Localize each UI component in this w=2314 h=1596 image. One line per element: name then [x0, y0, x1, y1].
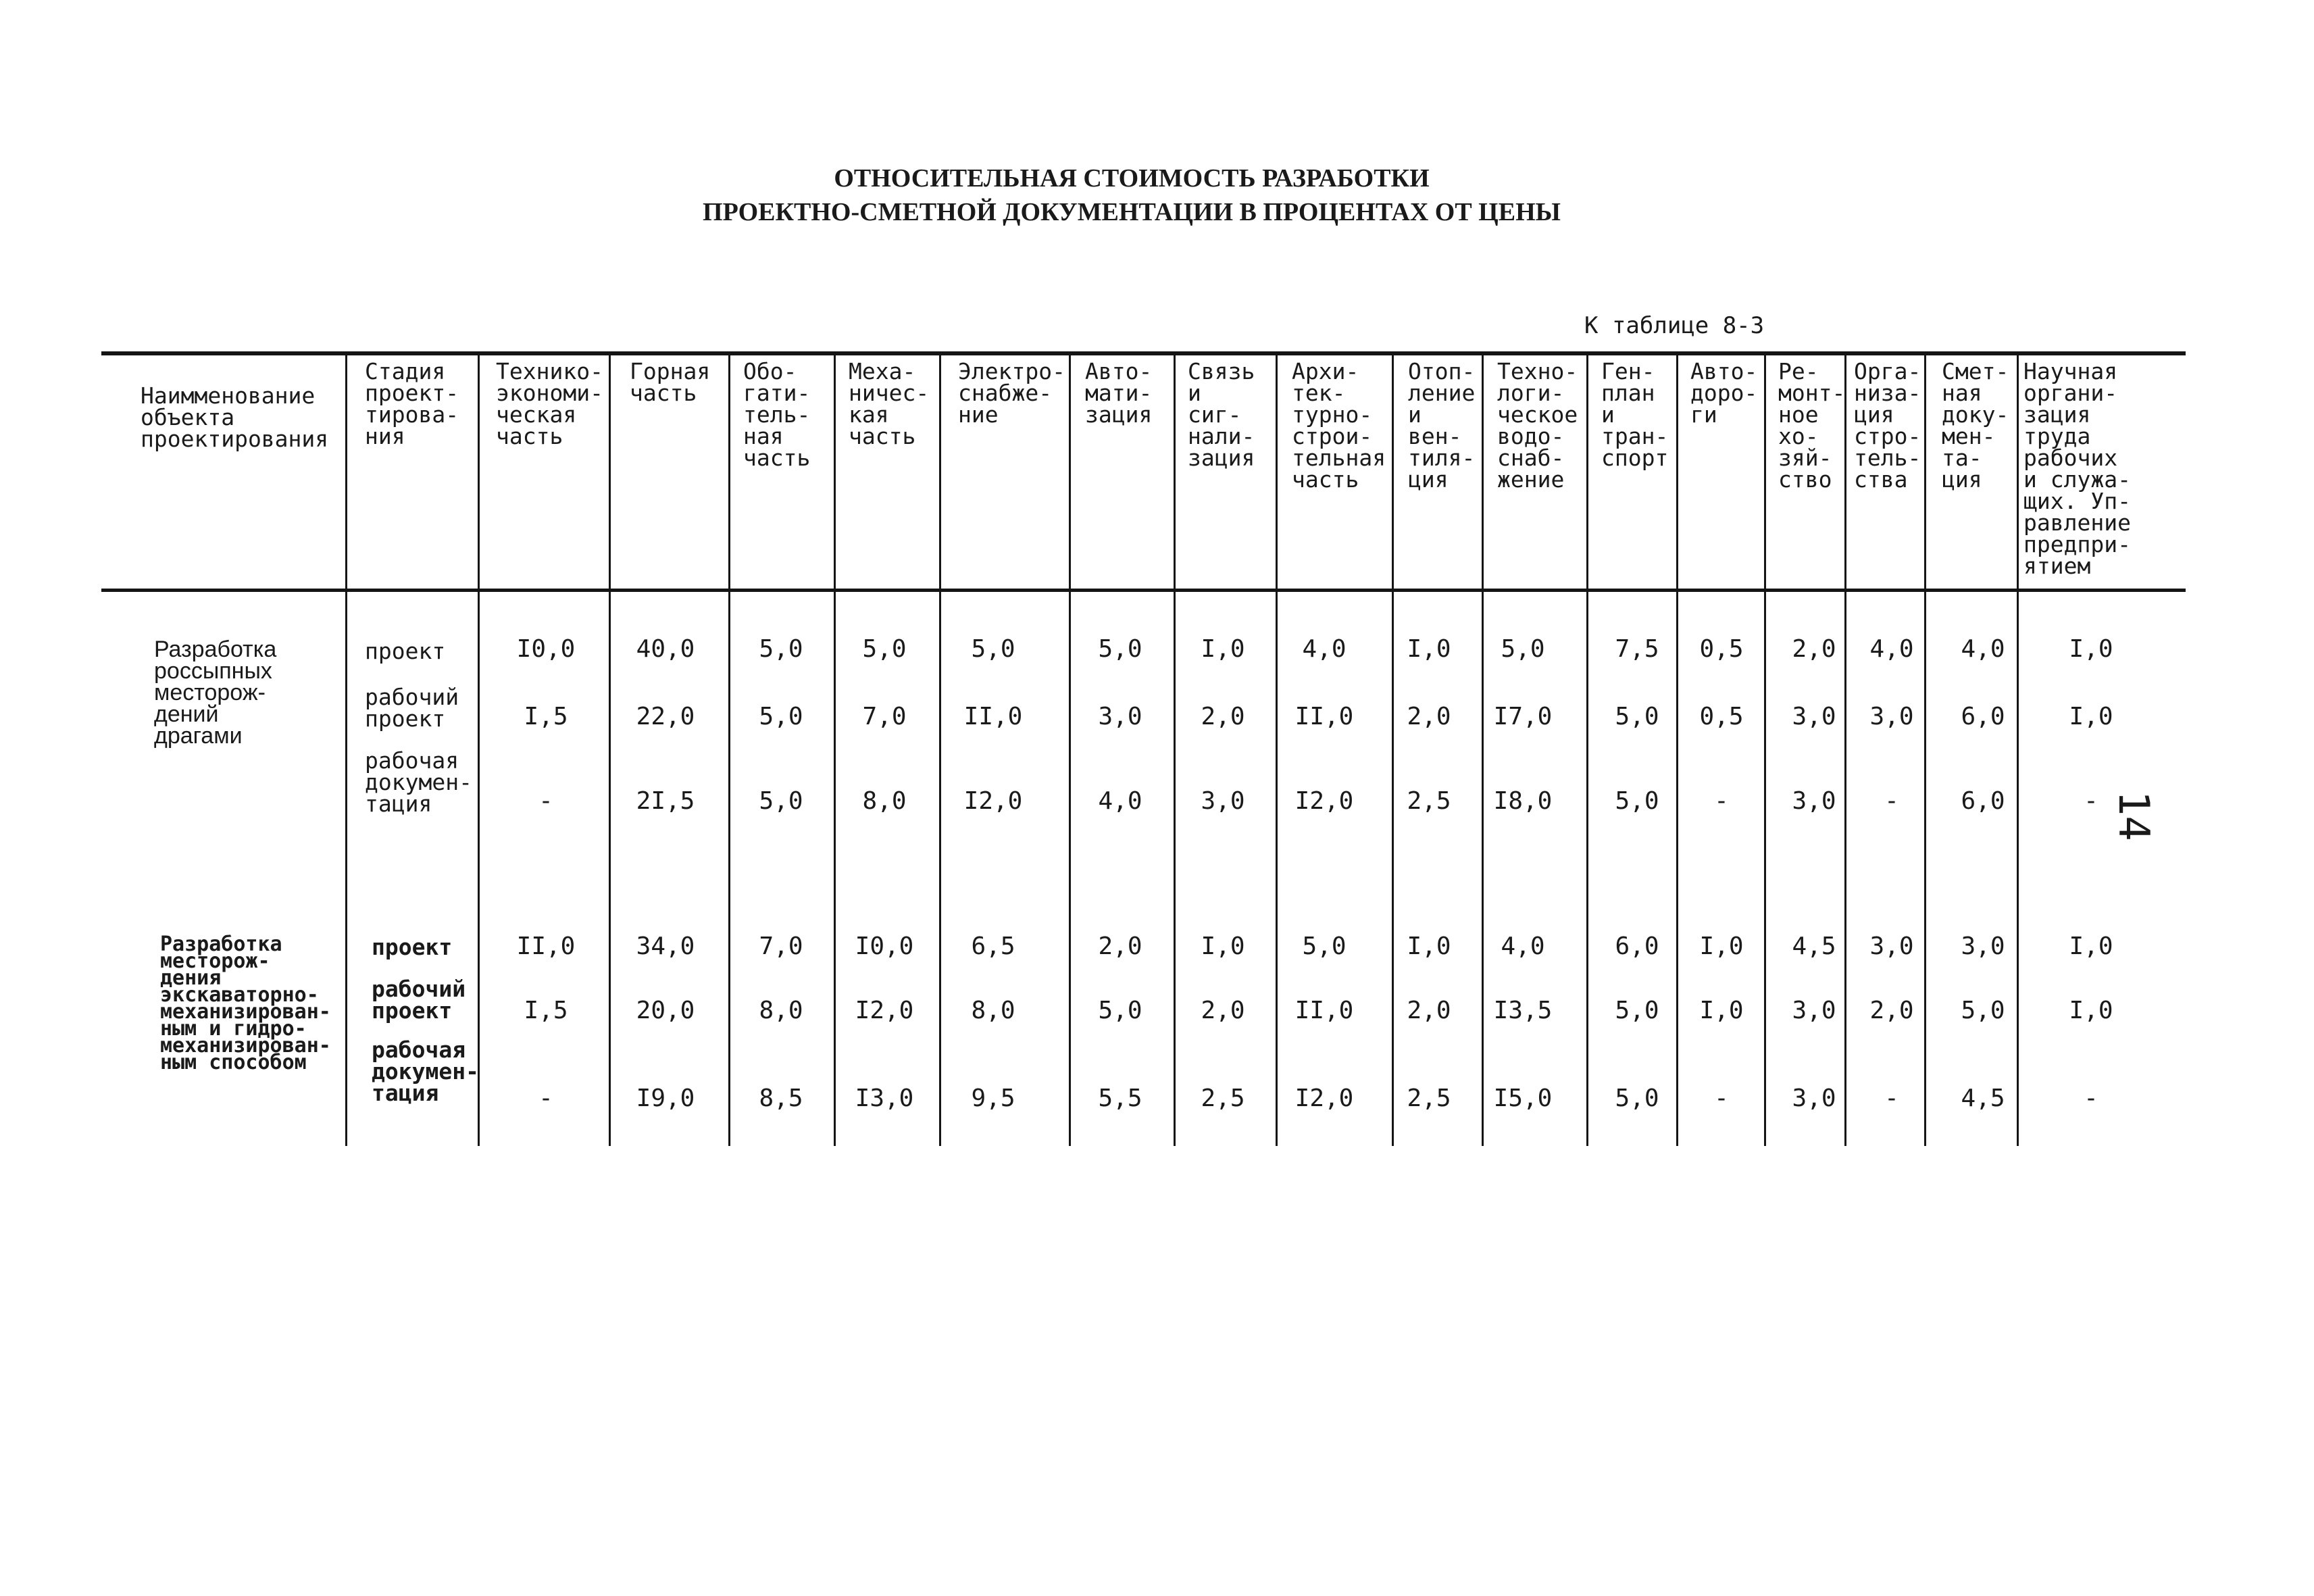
value-cell: 4,0	[1501, 932, 1545, 960]
value-cell: I2,0	[963, 787, 1023, 815]
value-cell: 3,0	[1098, 703, 1142, 730]
stage-label: проект	[365, 638, 446, 664]
value-cell: -	[2084, 787, 2098, 815]
value-cell: I,0	[1699, 997, 1744, 1024]
value-cell: 2,0	[1869, 997, 1914, 1024]
value-cell: 7,0	[759, 932, 803, 960]
column-divider	[939, 354, 941, 1146]
value-cell: 6,0	[1961, 787, 2005, 815]
value-cell: I,0	[1201, 932, 1245, 960]
value-cell: I0,0	[855, 932, 914, 960]
value-cell: I9,0	[636, 1084, 695, 1112]
value-cell: 2,5	[1407, 787, 1451, 815]
object-name: Разработка россыпных месторож- дений драгами	[154, 637, 277, 749]
value-cell: 3,0	[1792, 997, 1836, 1024]
value-cell: -	[538, 1084, 553, 1112]
value-cell: 20,0	[636, 997, 695, 1024]
column-header: Авто- мати- зация	[1085, 358, 1153, 428]
column-divider	[1174, 354, 1176, 1146]
value-cell: 5,0	[1098, 997, 1142, 1024]
value-cell: -	[1714, 1084, 1729, 1112]
column-divider	[834, 354, 836, 1146]
value-cell: 8,5	[759, 1084, 803, 1112]
column-header: Смет- ная доку- мен- та- ция	[1942, 358, 2009, 493]
header-bottom-rule	[101, 589, 2186, 592]
value-cell: I,5	[524, 997, 568, 1024]
column-divider	[478, 354, 480, 1146]
value-cell: 2,0	[1201, 703, 1245, 730]
value-cell: 2I,5	[636, 787, 695, 815]
column-header: Ре- монт- ное хо- зяй- ство	[1778, 358, 1846, 493]
object-name: Разработка месторож- дения экскаваторно- механизирован- ным и гидро- механизирован- ным способом	[160, 932, 331, 1074]
column-header: Меха- ничес- кая часть	[849, 358, 930, 449]
value-cell: 3,0	[1792, 703, 1836, 730]
column-header: Научная органи- зация труда рабочих и служа- щих. Уп- равление предпри- ятием	[2023, 358, 2131, 579]
value-cell: I5,0	[1493, 1084, 1553, 1112]
value-cell: 5,0	[1615, 787, 1659, 815]
stage-label: проект	[372, 934, 453, 960]
value-cell: 4,0	[1961, 635, 2005, 663]
value-cell: -	[1714, 787, 1729, 815]
value-cell: 2,0	[1407, 703, 1451, 730]
value-cell: I,0	[1407, 635, 1451, 663]
value-cell: 3,0	[1201, 787, 1245, 815]
column-divider	[728, 354, 730, 1146]
column-divider	[2017, 354, 2019, 1146]
value-cell: 5,0	[1501, 635, 1545, 663]
value-cell: 5,0	[1098, 635, 1142, 663]
value-cell: 7,0	[862, 703, 907, 730]
value-cell: I3,5	[1493, 997, 1553, 1024]
column-header: Наимменование объекта проектирования	[141, 382, 329, 452]
value-cell: I,0	[2069, 703, 2113, 730]
column-header: Отоп- ление и вен- тиля- ция	[1408, 358, 1476, 493]
column-header: Авто- доро- ги	[1690, 358, 1758, 428]
value-cell: 5,0	[971, 635, 1015, 663]
value-cell: 2,5	[1201, 1084, 1245, 1112]
value-cell: 8,0	[759, 997, 803, 1024]
value-cell: 5,0	[1615, 1084, 1659, 1112]
column-header: Архи- тек- турно- строи- тельная часть	[1292, 358, 1386, 493]
page-number: 14	[2109, 791, 2159, 841]
value-cell: 3,0	[1792, 1084, 1836, 1112]
column-divider	[1069, 354, 1071, 1146]
column-divider	[1764, 354, 1766, 1146]
column-divider	[1276, 354, 1278, 1146]
value-cell: 5,0	[1615, 703, 1659, 730]
table-reference: К таблице 8-3	[1584, 312, 1765, 339]
value-cell: 4,5	[1961, 1084, 2005, 1112]
value-cell: 2,0	[1792, 635, 1836, 663]
value-cell: 7,5	[1615, 635, 1659, 663]
stage-label: рабочий проект	[365, 684, 459, 732]
value-cell: 5,0	[759, 703, 803, 730]
table-top-rule	[101, 351, 2186, 355]
column-divider	[1586, 354, 1588, 1146]
value-cell: 2,0	[1407, 997, 1451, 1024]
value-cell: I2,0	[1294, 1084, 1354, 1112]
value-cell: 2,0	[1098, 932, 1142, 960]
column-divider	[609, 354, 611, 1146]
value-cell: 6,0	[1961, 703, 2005, 730]
value-cell: 0,5	[1699, 635, 1744, 663]
value-cell: I,0	[1699, 932, 1744, 960]
column-divider	[1924, 354, 1926, 1146]
column-header: Орга- низа- ция стро- тель- ства	[1854, 358, 1921, 493]
value-cell: 4,0	[1869, 635, 1914, 663]
column-header: Техно- логи- ческое водо- снаб- жение	[1497, 358, 1578, 493]
value-cell: 34,0	[636, 932, 695, 960]
value-cell: 5,0	[759, 787, 803, 815]
value-cell: 40,0	[636, 635, 695, 663]
value-cell: II,0	[1294, 703, 1354, 730]
value-cell: I2,0	[1294, 787, 1354, 815]
value-cell: 8,0	[862, 787, 907, 815]
value-cell: 5,5	[1098, 1084, 1142, 1112]
value-cell: 3,0	[1961, 932, 2005, 960]
value-cell: 5,0	[1302, 932, 1347, 960]
value-cell: 5,0	[759, 635, 803, 663]
value-cell: I,0	[1407, 932, 1451, 960]
value-cell: 3,0	[1869, 932, 1914, 960]
column-header: Стадия проект- тирова- ния	[365, 358, 459, 449]
value-cell: I,0	[2069, 635, 2113, 663]
column-header: Обо- гати- тель- ная часть	[743, 358, 811, 471]
value-cell: 4,5	[1792, 932, 1836, 960]
value-cell: 3,0	[1869, 703, 1914, 730]
value-cell: -	[1884, 1084, 1899, 1112]
document-title-line-1: ОТНОСИТЕЛЬНАЯ СТОИМОСТЬ РАЗРАБОТКИ	[834, 164, 1430, 193]
column-header: Электро- снабже- ние	[958, 358, 1065, 428]
value-cell: 4,0	[1098, 787, 1142, 815]
column-divider	[345, 354, 347, 1146]
value-cell: -	[1884, 787, 1899, 815]
value-cell: I0,0	[516, 635, 576, 663]
value-cell: I,0	[2069, 997, 2113, 1024]
stage-label: рабочая докумен- тация	[372, 1037, 479, 1106]
value-cell: I,0	[2069, 932, 2113, 960]
value-cell: -	[538, 787, 553, 815]
column-header: Горная часть	[630, 358, 711, 406]
stage-label: рабочий проект	[372, 976, 466, 1024]
value-cell: 0,5	[1699, 703, 1744, 730]
value-cell: II,0	[1294, 997, 1354, 1024]
value-cell: I8,0	[1493, 787, 1553, 815]
column-header: Связь и сиг- нали- зация	[1188, 358, 1255, 471]
value-cell: II,0	[963, 703, 1023, 730]
value-cell: I2,0	[855, 997, 914, 1024]
value-cell: 2,0	[1201, 997, 1245, 1024]
column-divider	[1392, 354, 1394, 1146]
value-cell: I7,0	[1493, 703, 1553, 730]
value-cell: 2,5	[1407, 1084, 1451, 1112]
value-cell: -	[2084, 1084, 2098, 1112]
column-divider	[1676, 354, 1678, 1146]
column-header: Технико- экономи- ческая часть	[496, 358, 603, 449]
value-cell: 5,0	[862, 635, 907, 663]
value-cell: II,0	[516, 932, 576, 960]
value-cell: I,5	[524, 703, 568, 730]
document-title-line-2: ПРОЕКТНО-СМЕТНОЙ ДОКУМЕНТАЦИИ В ПРОЦЕНТАХ ОТ ЦЕНЫ	[703, 198, 1561, 226]
value-cell: 8,0	[971, 997, 1015, 1024]
stage-label: рабочая докумен- тация	[365, 747, 472, 817]
value-cell: I,0	[1201, 635, 1245, 663]
value-cell: I3,0	[855, 1084, 914, 1112]
value-cell: 4,0	[1302, 635, 1347, 663]
column-divider	[1482, 354, 1484, 1146]
value-cell: 9,5	[971, 1084, 1015, 1112]
value-cell: 6,5	[971, 932, 1015, 960]
value-cell: 3,0	[1792, 787, 1836, 815]
value-cell: 6,0	[1615, 932, 1659, 960]
value-cell: 5,0	[1615, 997, 1659, 1024]
column-header: Ген- план и тран- спорт	[1601, 358, 1669, 471]
value-cell: 5,0	[1961, 997, 2005, 1024]
value-cell: 22,0	[636, 703, 695, 730]
